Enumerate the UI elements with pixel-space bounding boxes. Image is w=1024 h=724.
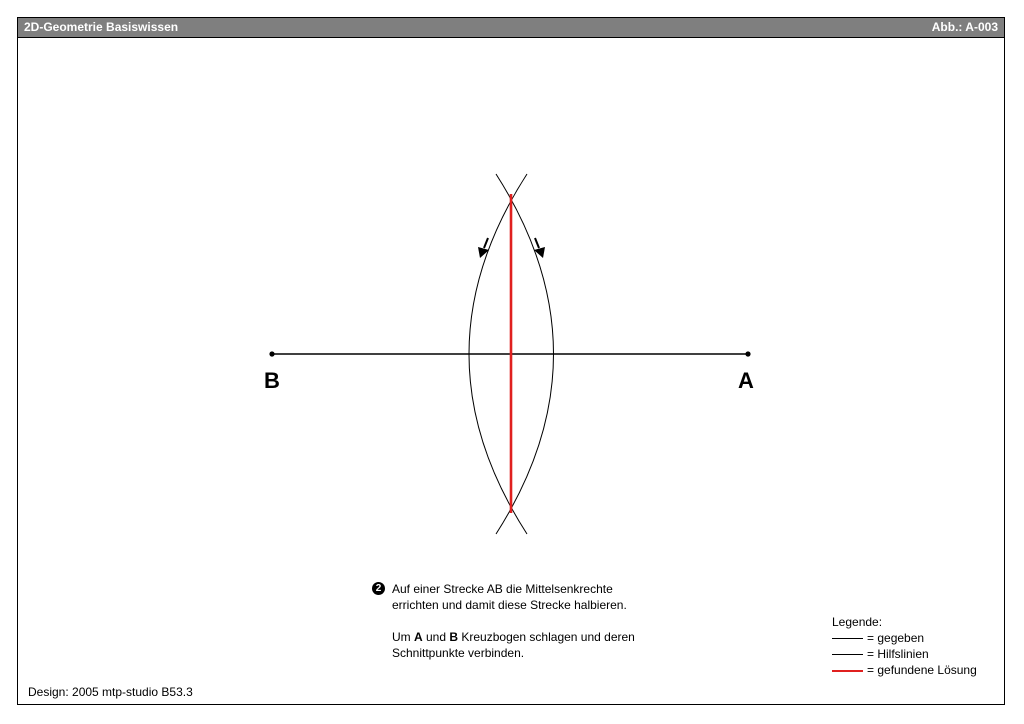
instruction-line-1: Auf einer Strecke AB die Mittelsenkrechte bbox=[392, 582, 613, 596]
instruction-line-4: Schnittpunkte verbinden. bbox=[392, 646, 525, 660]
instruction-block bbox=[372, 581, 672, 661]
legend-label-helper: = Hilfslinien bbox=[867, 647, 929, 661]
legend-item-given bbox=[832, 630, 977, 646]
legend-swatch-helper bbox=[832, 654, 863, 655]
point-b-dot bbox=[269, 351, 274, 356]
instruction-line-3-suffix: Kreuzbogen schlagen und deren bbox=[458, 630, 635, 644]
legend-item-helper bbox=[832, 646, 977, 662]
legend-label-given: = gegeben bbox=[867, 631, 925, 645]
legend-swatch-given bbox=[832, 638, 863, 639]
legend-swatch-solution bbox=[832, 670, 863, 672]
instruction-point-b: B bbox=[449, 630, 459, 644]
legend-label-solution: = gefundene Lösung bbox=[867, 663, 977, 677]
instruction-line-2: errichten und damit diese Strecke halbieren. bbox=[392, 598, 627, 612]
arrow-left-arc-icon bbox=[478, 238, 489, 258]
legend bbox=[832, 614, 977, 678]
instruction-point-a: A bbox=[414, 630, 423, 644]
legend-item-solution bbox=[832, 662, 977, 678]
instruction-line-3-and: und bbox=[422, 630, 450, 644]
point-b-label: B bbox=[264, 368, 280, 393]
legend-title: Legende: bbox=[832, 615, 883, 629]
figure-id: Abb.: A-003 bbox=[931, 20, 998, 34]
point-a-label: A bbox=[738, 368, 754, 393]
design-credit: Design: 2005 mtp-studio B53.3 bbox=[28, 685, 193, 699]
step-number-badge: 2 bbox=[372, 582, 385, 595]
document-title: 2D-Geometrie Basiswissen bbox=[24, 20, 179, 34]
point-a-dot bbox=[745, 351, 750, 356]
instruction-line-3-prefix: Um bbox=[392, 630, 414, 644]
